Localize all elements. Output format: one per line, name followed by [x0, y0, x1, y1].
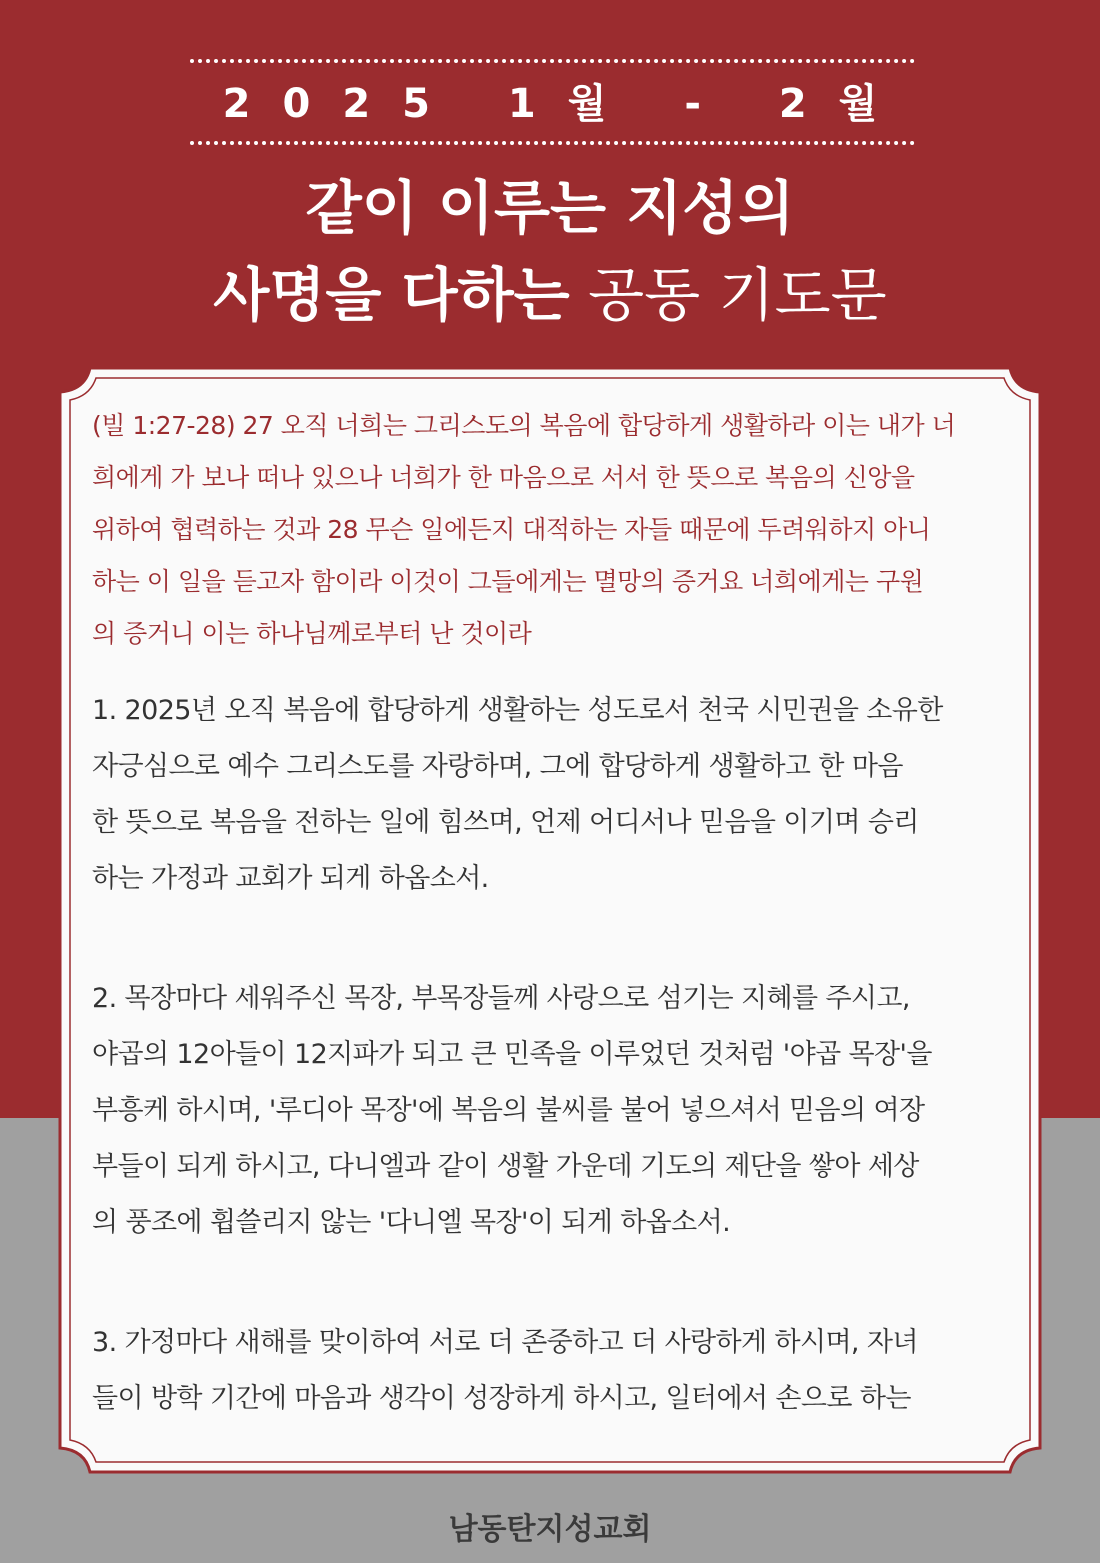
- scripture-line: (빌 1:27-28) 27 오직 너희는 그리스도의 복음에 합당하게 생활하라 이는 내가 너: [92, 411, 956, 440]
- date-range: 2025 1월 - 2월: [222, 81, 910, 127]
- prayer-line: 의 풍조에 휩쓸리지 않는 '다니엘 목장'이 되게 하옵소서.: [92, 1207, 731, 1238]
- prayer-item-2: [92, 971, 1017, 1251]
- scripture-passage: [92, 400, 1017, 660]
- prayer-item-3: [92, 1315, 1017, 1427]
- prayer-line: 한 뜻으로 복음을 전하는 일에 힘쓰며, 언제 어디서나 믿음을 이기며 승리: [92, 807, 919, 838]
- title-line-1: 같이 이루는 지성의: [305, 174, 795, 242]
- scripture-line: 의 증거니 이는 하나님께로부터 난 것이라: [92, 619, 532, 648]
- scripture-line: 위하여 협력하는 것과 28 무슨 일에든지 대적하는 자들 때문에 두려워하지 아니: [92, 515, 931, 544]
- scripture-line: 희에게 가 보나 떠나 있으나 너희가 한 마음으로 서서 한 뜻으로 복음의 신앙을: [92, 463, 915, 492]
- title-line-2-light: 공동 기도문: [588, 261, 887, 329]
- prayer-line: 부들이 되게 하시고, 다니엘과 같이 생활 가운데 기도의 제단을 쌓아 세상: [92, 1151, 919, 1182]
- title-line-2-bold: 사명을 다하는: [213, 261, 570, 329]
- prayer-item-1: [92, 683, 1017, 907]
- prayer-line: 야곱의 12아들이 12지파가 되고 큰 민족을 이루었던 것처럼 '야곱 목장'을: [92, 1039, 932, 1070]
- prayer-line: 들이 방학 기간에 마음과 생각이 성장하게 하시고, 일터에서 손으로 하는: [92, 1383, 911, 1414]
- prayer-line: 부흥케 하시며, '루디아 목장'에 복음의 불씨를 불어 넣으셔서 믿음의 여장: [92, 1095, 925, 1126]
- prayer-line: 2. 목장마다 세워주신 목장, 부목장들께 사랑으로 섬기는 지혜를 주시고,: [92, 983, 910, 1014]
- church-name: 남동탄지성교회: [448, 1512, 652, 1547]
- prayer-line: 자긍심으로 예수 그리스도를 자랑하며, 그에 합당하게 생활하고 한 마음: [92, 751, 903, 782]
- prayer-line: 하는 가정과 교회가 되게 하옵소서.: [92, 863, 489, 894]
- prayer-line: 1. 2025년 오직 복음에 합당하게 생활하는 성도로서 천국 시민권을 소유한: [92, 695, 943, 726]
- prayer-line: 3. 가정마다 새해를 맞이하여 서로 더 존중하고 더 사랑하게 하시며, 자녀: [92, 1327, 918, 1358]
- scripture-line: 하는 이 일을 듣고자 함이라 이것이 그들에게는 멸망의 증거요 너희에게는 구원: [92, 567, 924, 596]
